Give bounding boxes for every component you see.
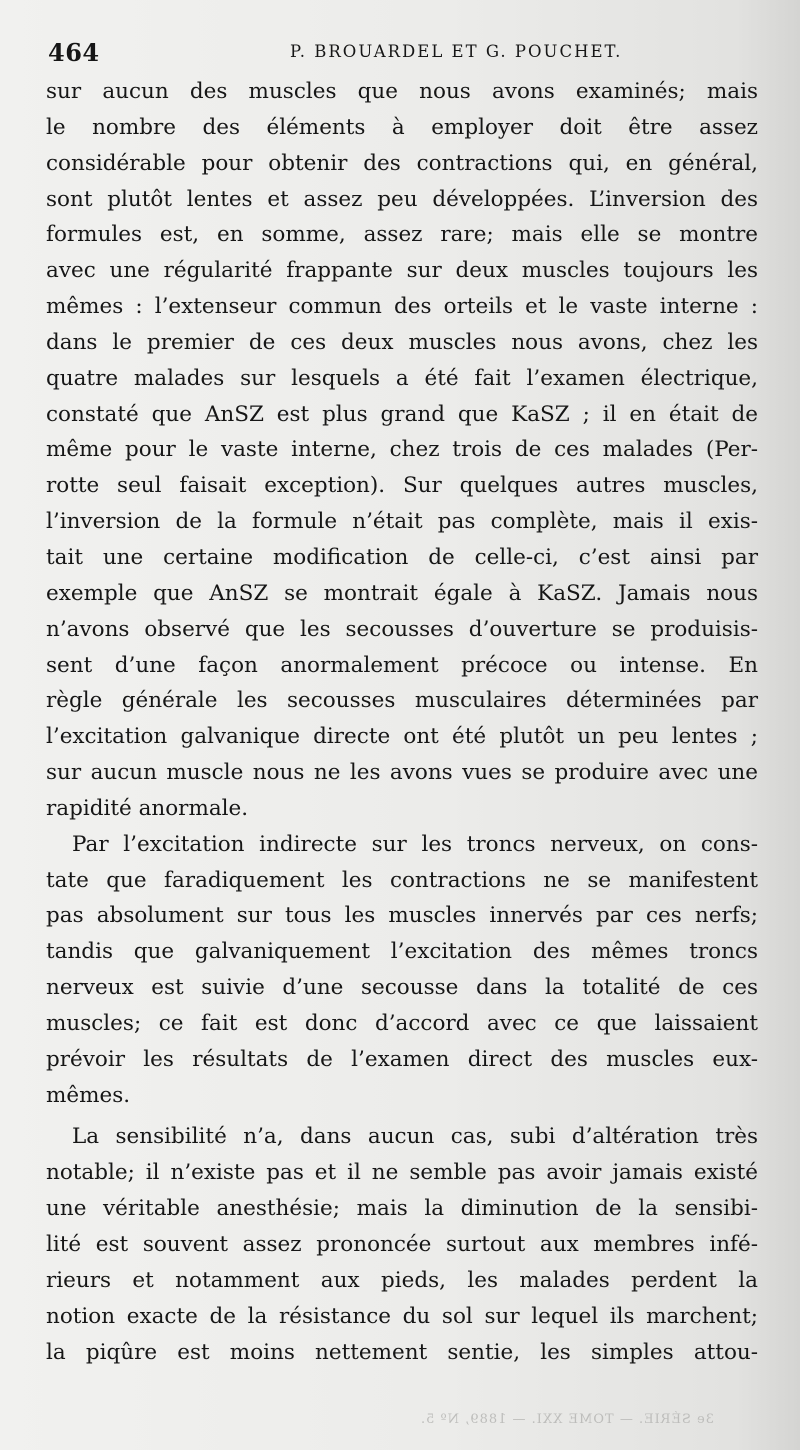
text-line: une véritable anesthésie; mais la diminution de la sensibi- (46, 1196, 758, 1222)
paragraph-electrical-exam (46, 74, 758, 827)
text-line: sur aucun des muscles que nous avons examinés; mais (46, 79, 758, 104)
text-line: Par l’excitation indirecte sur les troncs nerveux, on cons- (72, 831, 758, 857)
text-line: La sensibilité n’a, dans aucun cas, subi d’altération très (72, 1124, 758, 1150)
show-through-signature: 3e SÉRIE. — TOME XXI. — 1889, Nº 5. (420, 1412, 714, 1427)
text-line: dans le premier de ces deux muscles nous avons, chez les (46, 329, 758, 355)
text-line: sent d’une façon anormalement précoce ou intense. En (46, 652, 758, 678)
text-line: formules est, en somme, assez rare; mais elle se montre (46, 222, 758, 248)
text-line: tait une certaine modification de celle-ci, c’est ainsi par (46, 544, 758, 570)
text-line: prévoir les résultats de l’examen direct des muscles eux- (46, 1046, 758, 1072)
text-line: l’inversion de la formule n’était pas complète, mais il exis- (46, 509, 758, 535)
text-line: notable; il n’existe pas et il ne semble pas avoir jamais existé (46, 1160, 758, 1186)
page-header (48, 38, 760, 68)
text-line: même pour le vaste interne, chez trois de ces malades (Per- (46, 437, 758, 463)
text-line: tate que faradiquement les contractions ne se manifestent (46, 867, 758, 893)
text-line: sur aucun muscle nous ne les avons vues se produire avec une (46, 760, 758, 786)
text-line: la piqûre est moins nettement sentie, les simples attou- (46, 1339, 758, 1365)
text-line: règle générale les secousses musculaires déterminées par (46, 688, 758, 714)
text-line: quatre malades sur lesquels a été fait l’examen électrique, (46, 365, 758, 391)
text-line: n’avons observé que les secousses d’ouverture se produisis- (46, 616, 758, 642)
text-line: nerveux est suivie d’une secousse dans la totalité de ces (46, 975, 758, 1001)
text-line: avec une régularité frappante sur deux muscles toujours les (46, 258, 758, 284)
paragraph-sensibility (46, 1119, 758, 1370)
text-line: le nombre des éléments à employer doit être assez (46, 114, 758, 140)
text-line: pas absolument sur tous les muscles innervés par ces nerfs; (46, 903, 758, 929)
text-line: rapidité anormale. (46, 795, 249, 821)
text-line: rotte seul faisait exception). Sur quelques autres muscles, (46, 473, 758, 499)
text-line: mêmes. (46, 1082, 131, 1108)
text-line: lité est souvent assez prononcée surtout aux membres infé- (46, 1232, 758, 1257)
paragraph-indirect-excitation (46, 827, 758, 1114)
text-line: tandis que galvaniquement l’excitation des mêmes troncs (46, 939, 758, 965)
page-number: 464 (48, 38, 100, 67)
running-head: P. BROUARDEL ET G. POUCHET. (290, 42, 623, 61)
text-line: notion exacte de la résistance du sol sur lequel ils marchent; (46, 1303, 758, 1329)
text-line: l’excitation galvanique directe ont été plutôt un peu lentes ; (46, 724, 758, 750)
text-line: muscles; ce fait est donc d’accord avec ce que laissaient (46, 1010, 758, 1036)
text-line: rieurs et notamment aux pieds, les malades perdent la (46, 1267, 758, 1293)
text-line: exemple que AnSZ se montrait égale à KaSZ. Jamais nous (46, 580, 758, 606)
text-line: considérable pour obtenir des contractions qui, en général, (46, 150, 758, 176)
body-text (46, 74, 758, 1370)
text-line: constaté que AnSZ est plus grand que KaSZ ; il en était de (46, 401, 758, 427)
text-line: sont plutôt lentes et assez peu développées. L’inversion des (46, 186, 758, 212)
text-line: mêmes : l’extenseur commun des orteils et le vaste interne : (46, 294, 758, 320)
